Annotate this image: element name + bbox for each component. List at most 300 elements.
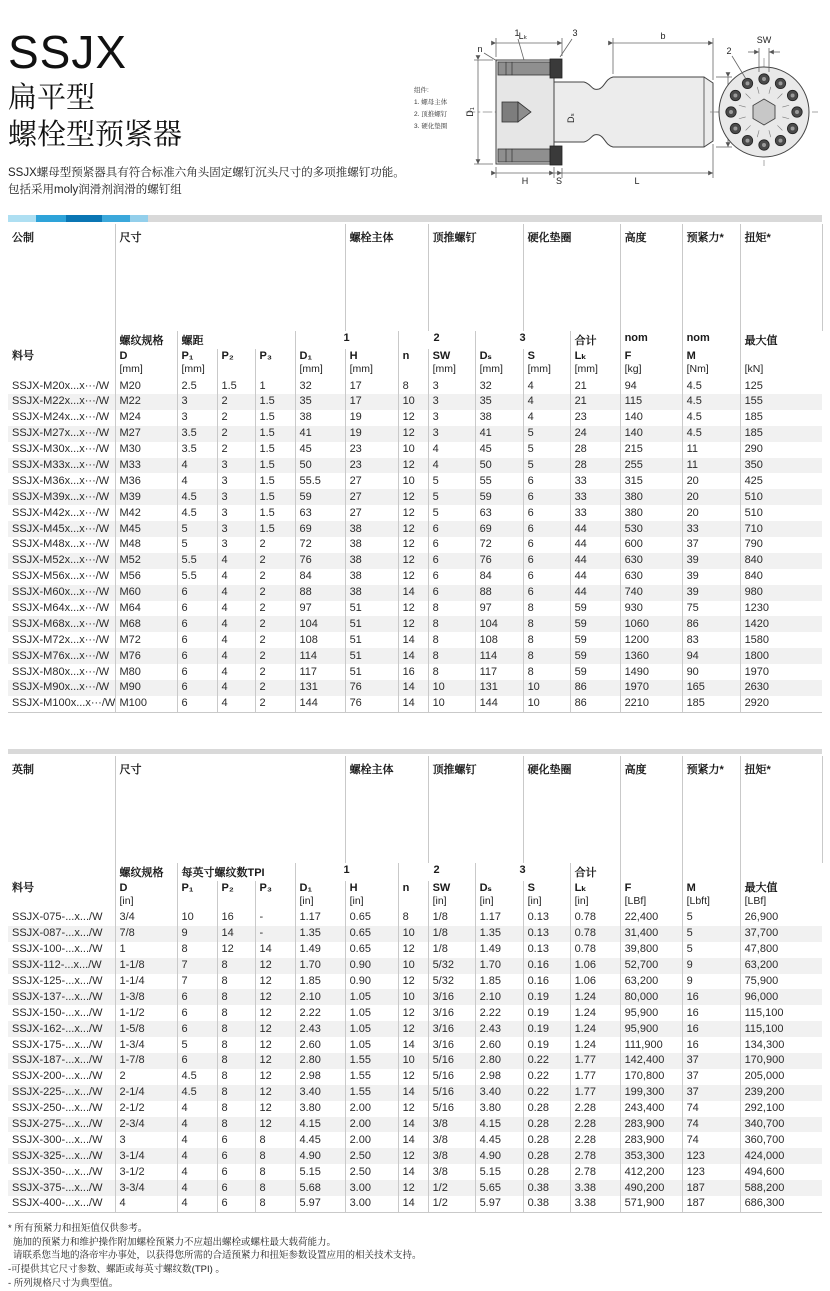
value-cell: 9	[177, 926, 217, 942]
value-cell: 1.77	[570, 1053, 620, 1069]
value-cell: 38	[345, 537, 398, 553]
value-cell: 6	[523, 537, 570, 553]
value-cell: 3	[217, 458, 255, 474]
table-row	[8, 1180, 822, 1196]
value-cell: 199,300	[620, 1085, 682, 1101]
value-cell: 4	[217, 601, 255, 617]
label-3: 3	[572, 28, 578, 38]
value-cell: 55	[475, 473, 523, 489]
value-cell: 2	[255, 601, 295, 617]
value-cell: 2.80	[295, 1053, 345, 1069]
value-cell: 12	[398, 521, 428, 537]
part-number-cell: SSJX-125-...x.../W	[12, 974, 103, 987]
value-cell: 27	[345, 473, 398, 489]
value-cell: 28	[570, 442, 620, 458]
value-cell: 20	[682, 473, 740, 489]
value-cell: 6	[428, 537, 475, 553]
value-cell: 17	[345, 378, 398, 394]
page-header	[8, 10, 822, 215]
value-cell: 76	[475, 553, 523, 569]
sub-item-3: 3	[475, 863, 570, 881]
value-cell: 55.5	[295, 473, 345, 489]
value-cell: 51	[345, 648, 398, 664]
value-cell: 86	[570, 696, 620, 712]
value-cell: 8	[523, 601, 570, 617]
value-cell: 3.5	[177, 426, 217, 442]
value-cell: 8	[217, 1117, 255, 1133]
sub-total: 合计	[570, 863, 620, 881]
value-cell: 1.49	[295, 942, 345, 958]
value-cell: 1.5	[255, 458, 295, 474]
part-number-cell: SSJX-M33x...x···/W	[12, 459, 110, 472]
table-row	[8, 1196, 822, 1212]
value-cell: 8	[523, 616, 570, 632]
value-cell: M22	[115, 394, 177, 410]
value-cell: 165	[682, 680, 740, 696]
value-cell: 1/2	[428, 1196, 475, 1212]
value-cell: 16	[682, 1021, 740, 1037]
value-cell: 12	[398, 426, 428, 442]
value-cell: 35	[475, 394, 523, 410]
value-cell: 27	[345, 505, 398, 521]
value-cell: 131	[475, 680, 523, 696]
value-cell: 5	[428, 489, 475, 505]
value-cell: 2.43	[475, 1021, 523, 1037]
value-cell: 4.5	[682, 426, 740, 442]
value-cell: 63	[475, 505, 523, 521]
value-cell: 170,900	[740, 1053, 822, 1069]
value-cell: 187	[682, 1180, 740, 1196]
value-cell: 185	[682, 696, 740, 712]
value-cell: 1.5	[255, 521, 295, 537]
value-cell: 4.5	[177, 1069, 217, 1085]
col-lk: Lₖ [in]	[570, 881, 620, 910]
value-cell: 63	[295, 505, 345, 521]
value-cell: 4.5	[177, 505, 217, 521]
value-cell: 125	[740, 378, 822, 394]
value-cell: 283,900	[620, 1132, 682, 1148]
value-cell: 2.78	[570, 1148, 620, 1164]
product-description	[8, 165, 414, 201]
value-cell: 1.05	[345, 1037, 398, 1053]
value-cell: 12	[398, 1148, 428, 1164]
value-cell: 8	[428, 616, 475, 632]
table-row	[8, 616, 822, 632]
col-lk: Lₖ [mm]	[570, 349, 620, 378]
col-ds: Dₛ [mm]	[475, 349, 523, 378]
value-cell: 1.55	[345, 1053, 398, 1069]
value-cell: 2.78	[570, 1164, 620, 1180]
value-cell: 243,400	[620, 1101, 682, 1117]
footnote-line-4: -可提供其它尺寸参数、螺距或每英寸螺纹数(TPI) 。	[8, 1264, 225, 1276]
value-cell: 5	[682, 942, 740, 958]
label-l: L	[634, 176, 640, 186]
value-cell: 340,700	[740, 1117, 822, 1133]
value-cell: 0.90	[345, 974, 398, 990]
value-cell: 51	[345, 601, 398, 617]
part-number-cell: SSJX-M60x...x···/W	[12, 586, 110, 599]
value-cell: 4	[217, 664, 255, 680]
value-cell: 1.24	[570, 1021, 620, 1037]
footnotes	[8, 1222, 822, 1291]
value-cell: 530	[620, 521, 682, 537]
sub-item-1: 1	[295, 331, 398, 349]
value-cell: 6	[217, 1196, 255, 1212]
value-cell: 12	[255, 989, 295, 1005]
value-cell: 1.70	[295, 958, 345, 974]
value-cell: 14	[398, 1164, 428, 1180]
col-d1: D₁ [mm]	[295, 349, 345, 378]
part-number-cell: SSJX-M20x...x···/W	[12, 379, 110, 392]
value-cell: 5/32	[428, 958, 475, 974]
value-cell: 111,900	[620, 1037, 682, 1053]
col-max: 最大值 [LBf]	[740, 881, 822, 910]
value-cell: 2	[255, 648, 295, 664]
value-cell: 4.5	[682, 378, 740, 394]
sub-thread-spec: 螺纹规格	[115, 863, 177, 881]
page-title: SSJX	[8, 26, 128, 78]
value-cell: 6	[523, 521, 570, 537]
value-cell: 115,100	[740, 1005, 822, 1021]
table-row	[8, 1132, 822, 1148]
value-cell: 425	[740, 473, 822, 489]
col-p1: P₁	[177, 881, 217, 910]
value-cell: 930	[620, 601, 682, 617]
value-cell: 10	[398, 989, 428, 1005]
value-cell: 12	[398, 1069, 428, 1085]
value-cell: 2.60	[295, 1037, 345, 1053]
value-cell: 1-1/8	[115, 958, 177, 974]
value-cell: 94	[682, 648, 740, 664]
value-cell: 2-3/4	[115, 1117, 177, 1133]
value-cell: 3-3/4	[115, 1180, 177, 1196]
value-cell: 8	[217, 1069, 255, 1085]
front-jackbolt-socket	[762, 77, 766, 81]
value-cell: 1.17	[295, 910, 345, 926]
group-jack-screw: 顶推螺钉	[428, 756, 523, 863]
value-cell: 424,000	[740, 1148, 822, 1164]
value-cell: 4	[177, 473, 217, 489]
value-cell: 0.16	[523, 958, 570, 974]
value-cell: 1.35	[475, 926, 523, 942]
value-cell: 1.49	[475, 942, 523, 958]
value-cell: 571,900	[620, 1196, 682, 1212]
value-cell: M48	[115, 537, 177, 553]
value-cell: 1-1/4	[115, 974, 177, 990]
value-cell: 6	[523, 553, 570, 569]
value-cell: 353,300	[620, 1148, 682, 1164]
front-jackbolt-socket	[791, 94, 795, 98]
value-cell: 840	[740, 569, 822, 585]
value-cell: 4	[177, 1101, 217, 1117]
value-cell: 24	[570, 426, 620, 442]
part-number-cell: SSJX-175-...x.../W	[12, 1038, 103, 1051]
value-cell: 1	[115, 942, 177, 958]
value-cell: 6	[177, 632, 217, 648]
value-cell: 510	[740, 489, 822, 505]
value-cell: 8	[217, 958, 255, 974]
value-cell: 6	[177, 585, 217, 601]
value-cell: 8	[398, 378, 428, 394]
col-sw: SW [in]	[428, 881, 475, 910]
value-cell: 1.5	[255, 410, 295, 426]
table-row	[8, 1148, 822, 1164]
value-cell: 8	[217, 1053, 255, 1069]
value-cell: 104	[295, 616, 345, 632]
sub-item-2: 2	[398, 331, 475, 349]
value-cell: 1.05	[345, 989, 398, 1005]
value-cell: 4	[217, 585, 255, 601]
table-row	[8, 378, 822, 394]
value-cell: 5.5	[177, 569, 217, 585]
value-cell: M72	[115, 632, 177, 648]
value-cell: 360,700	[740, 1132, 822, 1148]
value-cell: 2-1/4	[115, 1085, 177, 1101]
value-cell: 4	[177, 1164, 217, 1180]
washer-bottom	[550, 146, 562, 165]
footnote-line-3: 请联系您当地的洛帝牢办事处，以获得您所需的合适预紧力和扭矩参数设置应用的相关技术支持。	[13, 1250, 422, 1262]
value-cell: 59	[570, 601, 620, 617]
value-cell: 0.78	[570, 926, 620, 942]
value-cell: 76	[345, 680, 398, 696]
sub-max	[740, 863, 822, 881]
col-max: [kN]	[740, 349, 822, 378]
group-jack-screw: 顶推螺钉	[428, 224, 523, 331]
title-block	[8, 10, 414, 200]
value-cell: 630	[620, 569, 682, 585]
value-cell: 1.5	[255, 505, 295, 521]
part-number-cell: SSJX-075-...x.../W	[12, 911, 103, 924]
value-cell: 1420	[740, 616, 822, 632]
value-cell: 108	[295, 632, 345, 648]
value-cell: 0.13	[523, 942, 570, 958]
value-cell: 1.85	[475, 974, 523, 990]
group-height: 高度	[620, 224, 682, 331]
value-cell: 1.77	[570, 1085, 620, 1101]
front-jackbolt-socket	[779, 81, 783, 85]
value-cell: 3	[177, 410, 217, 426]
value-cell: 5	[682, 926, 740, 942]
value-cell: 12	[398, 505, 428, 521]
sub-total: 合计	[570, 331, 620, 349]
value-cell: 0.78	[570, 942, 620, 958]
table-row	[8, 458, 822, 474]
value-cell: 380	[620, 505, 682, 521]
value-cell: M68	[115, 616, 177, 632]
part-number-cell: SSJX-M30x...x···/W	[12, 443, 110, 456]
value-cell: 76	[295, 553, 345, 569]
value-cell: 140	[620, 410, 682, 426]
table-row	[8, 585, 822, 601]
sub-preload-nom: nom	[620, 331, 682, 349]
value-cell: 1.5	[255, 426, 295, 442]
value-cell: M90	[115, 680, 177, 696]
value-cell: 8	[217, 1021, 255, 1037]
value-cell: 1-3/4	[115, 1037, 177, 1053]
value-cell: 7	[177, 958, 217, 974]
value-cell: 2.22	[295, 1005, 345, 1021]
col-part-number: 料号	[12, 350, 34, 363]
value-cell: 1.77	[570, 1069, 620, 1085]
value-cell: 75	[682, 601, 740, 617]
part-number-cell: SSJX-087-...x.../W	[12, 927, 103, 940]
value-cell: 74	[682, 1132, 740, 1148]
value-cell: 144	[295, 696, 345, 712]
empty-header	[8, 331, 115, 349]
table-row	[8, 648, 822, 664]
value-cell: 0.90	[345, 958, 398, 974]
value-cell: 2	[217, 410, 255, 426]
value-cell: 2210	[620, 696, 682, 712]
subtitle-line-1: 扁平型	[8, 82, 96, 115]
value-cell: 0.28	[523, 1148, 570, 1164]
value-cell: 600	[620, 537, 682, 553]
value-cell: 63,200	[620, 974, 682, 990]
value-cell: 8	[398, 910, 428, 926]
value-cell: 44	[570, 585, 620, 601]
value-cell: 12	[255, 1069, 295, 1085]
value-cell: 292,100	[740, 1101, 822, 1117]
value-cell: 2.50	[345, 1164, 398, 1180]
table-row	[8, 1101, 822, 1117]
value-cell: 12	[398, 489, 428, 505]
value-cell: 2.00	[345, 1132, 398, 1148]
col-part-number: 料号	[12, 881, 34, 894]
value-cell: 4.45	[295, 1132, 345, 1148]
value-cell: 6	[177, 1053, 217, 1069]
group-size: 尺寸	[115, 224, 345, 331]
value-cell: 3/16	[428, 1005, 475, 1021]
value-cell: 47,800	[740, 942, 822, 958]
sub-pitch: 螺距	[177, 331, 295, 349]
value-cell: 588,200	[740, 1180, 822, 1196]
description-line-2: 包括采用moly润滑剂润滑的螺钉组	[8, 184, 182, 197]
value-cell: 3.38	[570, 1180, 620, 1196]
label-b: b	[660, 31, 666, 41]
value-cell: 494,600	[740, 1164, 822, 1180]
value-cell: 6	[217, 1132, 255, 1148]
part-number-cell: SSJX-350-...x.../W	[12, 1165, 103, 1178]
group-bolt-body: 螺栓主体	[345, 756, 428, 863]
value-cell: 1580	[740, 632, 822, 648]
part-number-cell: SSJX-137-...x.../W	[12, 990, 103, 1003]
value-cell: 686,300	[740, 1196, 822, 1212]
part-number-cell: SSJX-M56x...x···/W	[12, 570, 110, 583]
value-cell: 6	[523, 505, 570, 521]
value-cell: 6	[177, 680, 217, 696]
legend-item-nut-body: 1. 螺母主体	[414, 99, 448, 106]
group-torque: 扭矩*	[740, 224, 822, 331]
value-cell: 4	[217, 553, 255, 569]
value-cell: 0.19	[523, 1021, 570, 1037]
value-cell: 8	[255, 1132, 295, 1148]
metric-section-label: 公制	[12, 232, 34, 244]
value-cell: 3-1/2	[115, 1164, 177, 1180]
value-cell: 3.00	[345, 1196, 398, 1212]
value-cell: 12	[398, 1180, 428, 1196]
value-cell: 2630	[740, 680, 822, 696]
sub-max: 最大值	[740, 331, 822, 349]
value-cell: 14	[398, 696, 428, 712]
value-cell: 12	[255, 1021, 295, 1037]
value-cell: 38	[345, 521, 398, 537]
value-cell: 6	[523, 489, 570, 505]
value-cell: 5	[428, 505, 475, 521]
front-jackbolt-socket	[746, 139, 750, 143]
value-cell: 5/16	[428, 1085, 475, 1101]
value-cell: 0.13	[523, 926, 570, 942]
value-cell: 8	[217, 1085, 255, 1101]
value-cell: 0.19	[523, 989, 570, 1005]
value-cell: 12	[255, 1101, 295, 1117]
value-cell: 5.97	[475, 1196, 523, 1212]
value-cell: 6	[217, 1180, 255, 1196]
value-cell: 4.5	[177, 1085, 217, 1101]
value-cell: 11	[682, 458, 740, 474]
part-number-cell: SSJX-M24x...x···/W	[12, 411, 110, 424]
table-row	[8, 926, 822, 942]
empty-header	[8, 863, 115, 881]
value-cell: 37,700	[740, 926, 822, 942]
value-cell: 2	[255, 569, 295, 585]
table-row	[8, 426, 822, 442]
col-p2: P₂	[217, 881, 255, 910]
group-torque: 扭矩*	[740, 756, 822, 863]
label-h: H	[521, 176, 529, 186]
value-cell: 39,800	[620, 942, 682, 958]
value-cell: 1/8	[428, 910, 475, 926]
value-cell: 12	[398, 942, 428, 958]
value-cell: 75,900	[740, 974, 822, 990]
label-s: S	[555, 176, 563, 186]
value-cell: 88	[295, 585, 345, 601]
value-cell: 72	[295, 537, 345, 553]
value-cell: 38	[345, 569, 398, 585]
front-jackbolt-socket	[733, 127, 737, 131]
value-cell: 5	[523, 442, 570, 458]
value-cell: M27	[115, 426, 177, 442]
label-lk: Lₖ	[518, 31, 528, 41]
value-cell: 33	[570, 505, 620, 521]
value-cell: 14	[398, 1196, 428, 1212]
value-cell: 4.45	[475, 1132, 523, 1148]
table-row	[8, 989, 822, 1005]
table-row	[8, 394, 822, 410]
value-cell: 6	[523, 473, 570, 489]
value-cell: 45	[295, 442, 345, 458]
value-cell: 26,900	[740, 910, 822, 926]
value-cell: 52,700	[620, 958, 682, 974]
value-cell: 3.38	[570, 1196, 620, 1212]
group-washer: 硬化垫圈	[523, 224, 620, 331]
group-height: 高度	[620, 756, 682, 863]
value-cell: 12	[255, 1005, 295, 1021]
value-cell: 69	[295, 521, 345, 537]
group-bolt-body: 螺栓主体	[345, 224, 428, 331]
part-number-cell: SSJX-M52x...x···/W	[12, 554, 110, 567]
value-cell: 6	[523, 585, 570, 601]
value-cell: 170,800	[620, 1069, 682, 1085]
value-cell: 39	[682, 569, 740, 585]
value-cell: 3.40	[475, 1085, 523, 1101]
value-cell: 14	[398, 1117, 428, 1133]
value-cell: 2.00	[345, 1101, 398, 1117]
part-number-cell: SSJX-112-...x.../W	[12, 959, 102, 972]
sub-item-1: 1	[295, 863, 398, 881]
value-cell: 8	[255, 1164, 295, 1180]
value-cell: 3	[217, 489, 255, 505]
value-cell: 790	[740, 537, 822, 553]
